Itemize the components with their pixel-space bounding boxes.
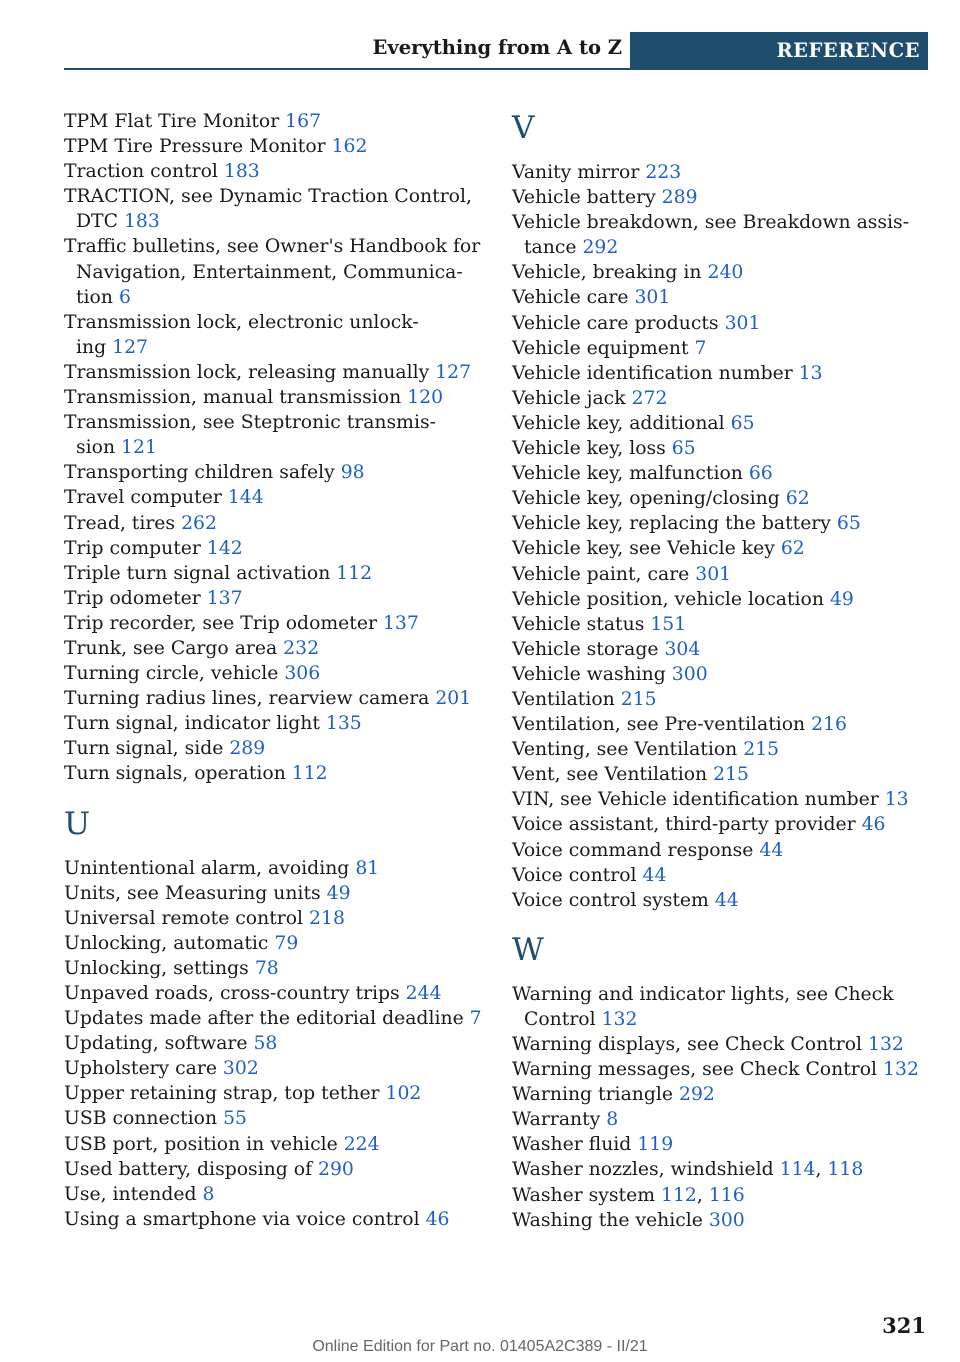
index-entry <box>512 436 952 461</box>
index-entry-text: Trip odometer <box>64 587 201 609</box>
index-entry-text: Washer nozzles, windshield <box>512 1159 774 1181</box>
index-entry <box>64 661 504 686</box>
index-entry-text: Vehicle key, loss <box>512 438 666 460</box>
index-entry-text: Triple turn signal activation <box>64 562 331 584</box>
index-entry <box>512 1032 952 1057</box>
index-entry <box>64 906 504 931</box>
index-entry <box>64 485 504 510</box>
index-entry <box>64 1157 504 1182</box>
index-entry-text: USB connection <box>64 1108 218 1130</box>
index-entry <box>512 386 952 411</box>
page-reference-link[interactable]: 300 <box>671 663 708 685</box>
index-entry <box>512 838 952 863</box>
page-reference-link[interactable]: 262 <box>181 512 217 534</box>
index-entry-text: Vehicle key, malfunction <box>512 463 743 485</box>
index-entry-text: Vehicle washing <box>512 663 666 685</box>
index-entry: Washer nozzles, windshield 114, 118 <box>512 1159 864 1181</box>
index-entry-text: Washer system <box>512 1184 656 1206</box>
index-entry-text: Vehicle key, additional <box>512 412 725 434</box>
index-entry-text: Use, intended <box>64 1183 197 1205</box>
index-entry <box>512 863 952 888</box>
index-entry-text: Upholstery care <box>64 1058 217 1080</box>
index-entry-text: Updating, software <box>64 1033 248 1055</box>
index-entry <box>512 1208 952 1233</box>
page-reference-link[interactable]: 116 <box>708 1184 745 1206</box>
index-entry-text: Updates made after the editorial deadline <box>64 1008 464 1030</box>
page-reference-link[interactable]: 224 <box>343 1133 380 1155</box>
page-reference-link[interactable]: 112 <box>661 1184 697 1206</box>
index-entry-text: Voice control system <box>512 889 709 911</box>
index-entry-text: Control <box>524 1008 596 1030</box>
page-reference-link[interactable]: 55 <box>223 1108 247 1130</box>
page-reference-link[interactable]: 81 <box>355 857 380 879</box>
index-entry-text: tion <box>76 286 113 308</box>
index-entry <box>512 982 952 1032</box>
page-reference-link[interactable]: 132 <box>868 1034 904 1055</box>
index-entry-text: Turning circle, vehicle <box>64 663 279 685</box>
page-reference-link[interactable]: 8 <box>606 1109 619 1131</box>
page-reference-link[interactable]: 119 <box>637 1134 674 1156</box>
index-entry-text: Turn signals, operation <box>64 763 286 785</box>
index-entry <box>64 636 504 661</box>
page-reference-link[interactable]: 118 <box>827 1159 864 1181</box>
index-entry-text: TPM Flat Tire Monitor <box>64 111 280 132</box>
index-entry-text: Unpaved roads, cross-country trips <box>64 983 400 1004</box>
index-entry <box>64 1182 504 1207</box>
index-entry-text: Voice command response <box>512 839 754 861</box>
index-entry-text: Trip computer <box>64 537 201 559</box>
footer-watermark: Online Edition for Part no. 01405A2C389 - II/21 <box>312 1338 648 1355</box>
page-reference-link[interactable]: 215 <box>743 739 780 761</box>
page-reference-link[interactable]: 183 <box>223 161 260 183</box>
page-reference-link[interactable]: 112 <box>291 763 328 785</box>
page-reference-link[interactable]: 65 <box>730 412 755 434</box>
index-entry <box>512 536 952 561</box>
index-entry-text: Venting, see Ventilation <box>512 739 738 761</box>
page-reference-link[interactable]: 215 <box>713 764 749 786</box>
page-reference-link[interactable]: 49 <box>326 882 351 904</box>
page-number: 321 <box>882 1313 926 1338</box>
index-entry-text: TRACTION, see Dynamic Traction Control, <box>64 186 472 208</box>
index-section-letter: U <box>64 805 91 842</box>
index-entry: Washer system 112, 116 <box>512 1184 745 1206</box>
page-reference-link[interactable]: 8 <box>202 1183 215 1205</box>
page-reference-link[interactable]: 46 <box>861 814 886 836</box>
index-entry <box>64 1031 504 1056</box>
page-reference-link[interactable]: 137 <box>382 612 419 634</box>
index-entry <box>512 1057 952 1082</box>
page-reference-link[interactable]: 49 <box>829 588 854 610</box>
index-entry-text: Vehicle equipment <box>512 337 689 359</box>
index-entry <box>64 234 504 309</box>
index-entry <box>512 787 952 812</box>
page-reference-link[interactable]: 132 <box>883 1059 919 1081</box>
index-entry-text: Vehicle key, opening/closing <box>512 488 780 510</box>
page-reference-link[interactable]: 216 <box>811 714 847 736</box>
page-reference-link[interactable]: 78 <box>254 957 279 979</box>
index-entry <box>512 1082 952 1107</box>
page-reference-link[interactable]: 6 <box>118 286 131 308</box>
index-entry <box>64 586 504 611</box>
page-reference-link[interactable]: 120 <box>407 387 444 409</box>
index-entry-text: Traffic bulletins, see Owner's Handbook for <box>64 236 481 258</box>
index-entry <box>64 310 504 360</box>
page-reference-link[interactable]: 62 <box>785 488 810 510</box>
index-entry-text: DTC <box>76 211 118 233</box>
index-entry-text: Traction control <box>64 161 218 183</box>
index-entry <box>64 956 504 981</box>
index-entry-text: Vehicle key, replacing the battery <box>512 513 831 535</box>
index-entry-text: USB port, position in vehicle <box>64 1133 338 1155</box>
page-reference-link[interactable]: 215 <box>620 688 657 710</box>
page-reference-link[interactable]: 272 <box>631 387 668 409</box>
index-entry <box>512 737 952 762</box>
index-entry <box>64 1006 504 1031</box>
index-entry <box>64 1132 504 1157</box>
index-entry-text: Turn signal, side <box>64 738 224 760</box>
index-entry <box>64 1056 504 1081</box>
page-reference-link[interactable]: 301 <box>695 563 732 585</box>
page-reference-link[interactable]: 58 <box>253 1033 278 1055</box>
index-entry-text: Warning messages, see Check Control <box>512 1059 878 1081</box>
index-entry <box>512 411 952 436</box>
page-reference-link[interactable]: 304 <box>664 638 701 660</box>
index-entry <box>512 812 952 837</box>
page-reference-link[interactable]: 135 <box>325 713 362 735</box>
index-entry <box>64 1106 504 1131</box>
index-entry-text: Vehicle key, see Vehicle key <box>512 538 775 560</box>
page-reference-link[interactable]: 292 <box>679 1084 715 1106</box>
index-entry <box>512 662 952 687</box>
index-entry-text: Voice control <box>512 864 637 886</box>
index-entry-text: VIN, see Vehicle identification number <box>512 789 879 811</box>
page-reference-link[interactable]: 62 <box>780 538 805 560</box>
index-entry <box>512 762 952 787</box>
page-reference-link[interactable]: 290 <box>318 1158 354 1180</box>
index-entry <box>512 210 952 260</box>
index-entry-text: Transmission, manual transmission <box>64 387 402 409</box>
index-entry <box>512 486 952 511</box>
index-entry-text: Washer fluid <box>512 1134 632 1156</box>
page-reference-link[interactable]: 65 <box>671 438 696 460</box>
page-reference-link[interactable]: 121 <box>121 437 157 459</box>
index-entry-text: sion <box>76 437 116 459</box>
page-reference-link[interactable]: 44 <box>759 839 784 861</box>
page-reference-link[interactable]: 167 <box>285 111 322 132</box>
index-entry <box>64 1207 504 1232</box>
page-reference-link[interactable]: 232 <box>283 637 320 659</box>
index-entry <box>512 160 952 185</box>
page-reference-link[interactable]: 301 <box>634 287 671 309</box>
index-section-letter: W <box>512 931 544 968</box>
index-entry-text: Vehicle identification number <box>512 362 793 384</box>
index-entry <box>64 410 504 460</box>
index-entry-text: Vehicle position, vehicle location <box>512 588 824 610</box>
page-reference-link[interactable]: 7 <box>694 337 707 359</box>
index-entry-text: Vehicle status <box>512 613 645 635</box>
index-entry-text: Trunk, see Cargo area <box>64 637 278 659</box>
index-entry <box>64 460 504 485</box>
index-entry-text: Upper retaining strap, top tether <box>64 1083 380 1105</box>
page-reference-link[interactable]: 102 <box>385 1083 422 1105</box>
page-reference-link[interactable]: 292 <box>582 237 619 259</box>
index-entry <box>512 1132 952 1157</box>
index-entry <box>512 562 952 587</box>
page-reference-link[interactable]: 44 <box>714 889 739 911</box>
index-entry <box>512 888 952 913</box>
index-entry <box>64 1081 504 1106</box>
index-entry-text: Vehicle breakdown, see Breakdown assis- <box>512 212 910 234</box>
index-entry-text: Ventilation, see Pre-ventilation <box>512 714 806 736</box>
index-entry-text: Transporting children safely <box>64 462 335 484</box>
index-entry <box>64 134 504 159</box>
page-reference-link[interactable]: 201 <box>435 688 472 710</box>
index-entry-text: Unintentional alarm, avoiding <box>64 857 350 879</box>
index-entry-text: Vehicle battery <box>512 187 656 209</box>
page-reference-link[interactable]: 289 <box>661 187 698 209</box>
index-entry-text: Units, see Measuring units <box>64 882 321 904</box>
page-reference-link[interactable]: 142 <box>206 537 243 559</box>
index-entry <box>64 686 504 711</box>
index-entry-text: Travel computer <box>64 487 222 509</box>
index-entry-text: Vanity mirror <box>512 162 640 183</box>
page-reference-link[interactable]: 44 <box>642 864 667 886</box>
page-reference-link[interactable]: 306 <box>284 663 321 685</box>
index-entry-text: Unlocking, automatic <box>64 932 269 954</box>
index-entry-text: Vehicle storage <box>512 638 659 660</box>
index-entry-text: Using a smartphone via voice control <box>64 1208 420 1230</box>
page-reference-link[interactable]: 137 <box>206 587 243 609</box>
page-reference-link[interactable]: 65 <box>836 513 861 535</box>
page-reference-link[interactable]: 144 <box>227 487 264 509</box>
index-entry-text: Vehicle care products <box>512 312 719 334</box>
page-reference-link[interactable]: 301 <box>724 312 761 334</box>
index-entry <box>512 311 952 336</box>
header-title: Everything from A to Z <box>372 36 622 59</box>
page-reference-link[interactable]: 183 <box>123 211 160 233</box>
index-entry-text: Ventilation <box>512 688 615 710</box>
page-reference-link[interactable]: 289 <box>229 738 266 760</box>
page-reference-link[interactable]: 79 <box>274 932 299 954</box>
index-column-right <box>512 109 952 1233</box>
index-entry-text: Washing the vehicle <box>512 1209 703 1231</box>
index-entry-text: TPM Tire Pressure Monitor <box>64 136 326 158</box>
index-column-left <box>64 109 504 1232</box>
page-reference-link[interactable]: 300 <box>708 1209 745 1231</box>
index-entry-text: Warranty <box>512 1109 601 1131</box>
index-entry-text: Tread, tires <box>64 512 176 534</box>
index-entry <box>512 511 952 536</box>
index-entry-text: Turn signal, indicator light <box>64 713 320 735</box>
page-reference-link[interactable]: 244 <box>405 983 442 1004</box>
index-entry-text: Transmission lock, electronic unlock- <box>64 311 419 333</box>
page-reference-link[interactable]: 66 <box>748 463 773 485</box>
index-entry <box>64 981 504 1006</box>
index-entry <box>64 159 504 184</box>
index-entry <box>64 536 504 561</box>
page-reference-link[interactable]: 132 <box>601 1008 638 1030</box>
index-entry-text: Unlocking, settings <box>64 957 249 979</box>
page-reference-link[interactable]: 127 <box>112 336 148 358</box>
index-entry <box>64 881 504 906</box>
page-reference-link[interactable]: 223 <box>645 162 682 183</box>
index-entry-text: Transmission lock, releasing manually <box>64 361 430 383</box>
index-entry <box>64 931 504 956</box>
index-entry <box>512 687 952 712</box>
index-entry <box>512 285 952 310</box>
index-entry-text: Universal remote control <box>64 907 304 929</box>
page-reference-link[interactable]: 162 <box>331 136 368 158</box>
page-reference-link[interactable]: 218 <box>309 907 345 929</box>
index-entry-text: Used battery, disposing of <box>64 1158 313 1180</box>
page-reference-link[interactable]: 7 <box>469 1008 482 1030</box>
index-entry <box>64 736 504 761</box>
index-entry-text: Navigation, Entertainment, Communica- <box>76 261 463 283</box>
index-entry-text: ing <box>76 336 107 358</box>
page-reference-link[interactable]: 13 <box>884 789 909 811</box>
index-entry <box>64 109 504 134</box>
page-reference-link[interactable]: 98 <box>340 462 365 484</box>
index-entry <box>512 336 952 361</box>
index-entry-text: Trip recorder, see Trip odometer <box>64 612 377 634</box>
index-entry <box>64 856 504 881</box>
index-section-letter: V <box>512 110 535 146</box>
index-entry-text: tance <box>524 237 577 259</box>
page-reference-link[interactable]: 151 <box>650 613 687 635</box>
header-rule <box>64 68 928 70</box>
index-entry-text: Vehicle care <box>512 287 629 309</box>
index-entry <box>512 637 952 662</box>
page-reference-link[interactable]: 127 <box>435 361 472 383</box>
page-reference-link[interactable]: 112 <box>336 562 373 584</box>
page-reference-link[interactable]: 46 <box>425 1208 450 1230</box>
index-entry <box>512 612 952 637</box>
index-entry-text: Warning and indicator lights, see Check <box>512 983 894 1005</box>
page-header <box>64 32 928 70</box>
index-entry-text: Transmission, see Steptronic transmis- <box>64 412 436 434</box>
index-entry <box>64 761 504 786</box>
index-entry-text: Turning radius lines, rearview camera <box>64 688 430 710</box>
page-reference-link[interactable]: 302 <box>222 1058 259 1080</box>
index-entry-text: Vehicle, breaking in <box>512 262 702 284</box>
index-entry <box>64 611 504 636</box>
header-section-tab: REFERENCE <box>630 32 928 70</box>
index-entry <box>64 511 504 536</box>
index-entry <box>512 185 952 210</box>
index-entry-text: Vehicle jack <box>512 387 626 409</box>
index-entry <box>64 711 504 736</box>
index-entry <box>512 461 952 486</box>
index-entry <box>512 712 952 737</box>
index-entry-text: Voice assistant, third-party provider <box>512 814 856 836</box>
index-entry <box>512 361 952 386</box>
index-entry-text: Vehicle paint, care <box>512 563 690 585</box>
page-reference-link[interactable]: 240 <box>707 262 744 284</box>
page-reference-link[interactable]: 114 <box>779 1159 816 1181</box>
index-entry <box>512 260 952 285</box>
index-entry <box>64 561 504 586</box>
index-entry <box>64 385 504 410</box>
index-entry <box>64 184 504 234</box>
index-entry <box>512 1107 952 1132</box>
index-entry <box>64 360 504 385</box>
index-entry <box>512 587 952 612</box>
index-entry-text: Warning triangle <box>512 1084 674 1106</box>
page-reference-link[interactable]: 13 <box>798 362 823 384</box>
index-entry-text: Warning displays, see Check Control <box>512 1034 863 1055</box>
index-entry-text: Vent, see Ventilation <box>512 764 708 786</box>
